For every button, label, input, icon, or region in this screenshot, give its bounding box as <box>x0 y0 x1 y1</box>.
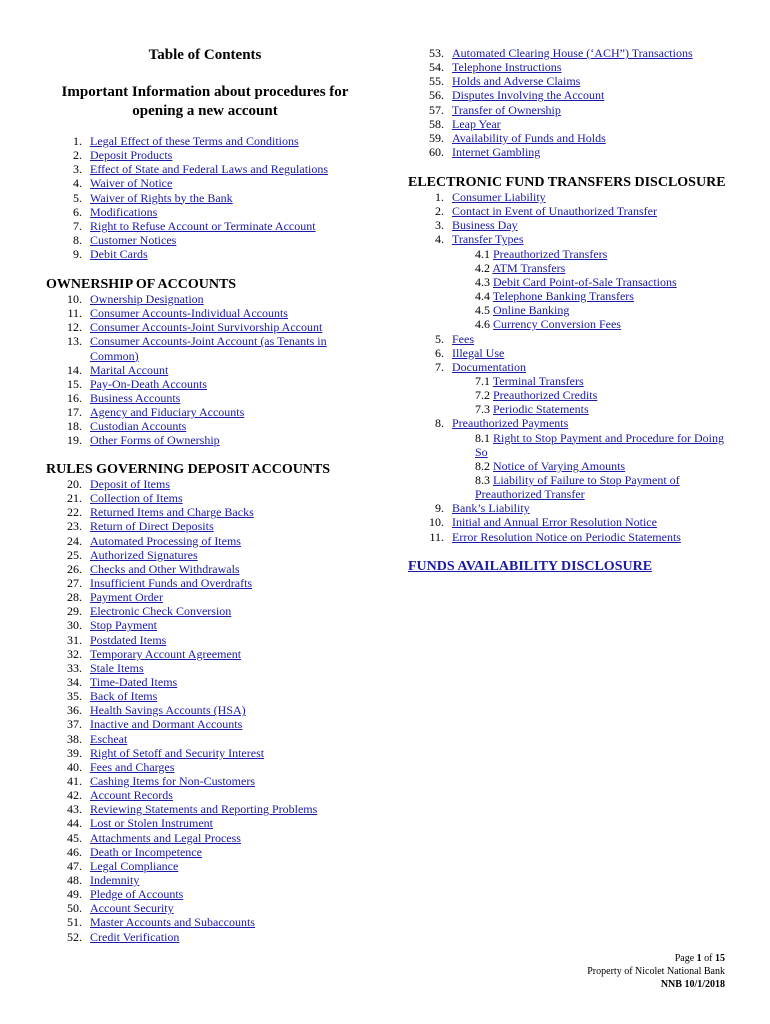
toc-item-number: 56. <box>429 88 444 103</box>
toc-item-number: 11. <box>67 306 82 321</box>
toc-item-link[interactable]: Disputes Involving the Account <box>452 88 605 103</box>
toc-item <box>73 232 370 247</box>
toc-subitem-number: 7.1 <box>475 373 493 388</box>
toc-item-link[interactable]: Indemnity <box>90 872 140 887</box>
toc-item-link[interactable]: Consumer Accounts-Joint Account (as Tenants in Common) <box>90 334 327 363</box>
toc-item-number: 33. <box>67 660 82 675</box>
toc-subitem-number: 8.3 <box>475 472 493 487</box>
toc-item-link[interactable]: Effect of State and Federal Laws and Regulations <box>90 162 329 177</box>
toc-item-number: 18. <box>67 419 82 434</box>
rules-list <box>67 477 370 944</box>
toc-subitem <box>475 388 745 402</box>
documentation-sublist <box>475 374 745 416</box>
toc-item-link[interactable]: Initial and Annual Error Resolution Notice <box>452 515 657 530</box>
toc-item <box>67 901 370 916</box>
toc-item-link[interactable]: Stop Payment <box>90 618 158 633</box>
transfer-types-sublist <box>475 247 745 332</box>
toc-item <box>435 331 752 346</box>
toc-item-number: 22. <box>67 505 82 520</box>
toc-item-link[interactable]: Temporary Account Agreement <box>90 646 242 661</box>
toc-item-link[interactable]: Inactive and Dormant Accounts <box>90 717 243 732</box>
toc-item-link[interactable]: Leap Year <box>452 116 501 131</box>
toc-title: Table of Contents <box>148 47 262 63</box>
toc-item-link[interactable]: Authorized Signatures <box>90 547 198 562</box>
toc-item-link[interactable]: Legal Compliance <box>90 858 179 873</box>
page-of: of <box>701 953 715 964</box>
toc-item <box>67 717 370 732</box>
toc-item-number: 6. <box>73 204 82 219</box>
toc-item-link[interactable]: Marital Account <box>90 362 169 377</box>
toc-item <box>429 116 752 131</box>
toc-item <box>67 575 370 590</box>
toc-item-number: 1. <box>73 134 82 148</box>
toc-item-link[interactable]: Time-Dated Items <box>90 674 178 689</box>
toc-subitem-number: 4.1 <box>475 246 493 261</box>
eft-heading: ELECTRONIC FUND TRANSFERS DISCLOSURE <box>408 175 726 190</box>
toc-item-number: 4. <box>435 232 444 247</box>
toc-item <box>67 391 340 406</box>
toc-item-link[interactable]: Escheat <box>90 731 128 746</box>
toc-item-number: 17. <box>67 405 82 420</box>
toc-subitem-link[interactable]: Debit Card Point-of-Sale Transactions <box>493 274 677 289</box>
ownership-heading: OWNERSHIP OF ACCOUNTS <box>46 277 237 292</box>
toc-item-link[interactable]: Return of Direct Deposits <box>90 519 214 534</box>
toc-item-number: 16. <box>67 391 82 406</box>
toc-item-link[interactable]: Collection of Items <box>90 491 183 506</box>
toc-item-link[interactable]: Custodian Accounts <box>90 419 187 434</box>
toc-item <box>67 830 370 845</box>
toc-item-link[interactable]: Automated Processing of Items <box>90 533 241 548</box>
toc-item-link[interactable]: Returned Items and Charge Backs <box>90 505 254 520</box>
toc-item-link[interactable]: Cashing Items for Non-Customers <box>90 773 255 788</box>
toc-subitem-link[interactable]: ATM Transfers <box>492 260 566 275</box>
toc-item-number: 57. <box>429 102 444 117</box>
toc-item <box>73 218 370 233</box>
toc-item-link[interactable]: Automated Clearing House (‘ACH”) Transactions <box>452 46 693 60</box>
toc-item <box>435 501 752 516</box>
rules-heading: RULES GOVERNING DEPOSIT ACCOUNTS <box>46 462 331 477</box>
continued-list <box>429 46 752 159</box>
toc-item <box>67 362 340 377</box>
toc-item-link[interactable]: Ownership Designation <box>90 292 204 306</box>
toc-item-number: 21. <box>67 491 82 506</box>
toc-item-number: 52. <box>67 929 82 944</box>
toc-item <box>67 632 370 647</box>
toc-item-number: 23. <box>67 519 82 534</box>
toc-item <box>67 320 340 335</box>
toc-item <box>67 306 340 321</box>
toc-item-link[interactable]: Postdated Items <box>90 632 167 647</box>
toc-item-link[interactable]: Availability of Funds and Holds <box>452 130 606 145</box>
toc-item <box>67 334 340 363</box>
toc-subitem-link[interactable]: Preauthorized Credits <box>493 388 598 403</box>
toc-subitem <box>475 261 745 275</box>
toc-subitem-number: 4.3 <box>475 274 493 289</box>
toc-item <box>73 204 370 219</box>
toc-item-link[interactable]: Consumer Liability <box>452 190 546 204</box>
toc-item-number: 47. <box>67 858 82 873</box>
toc-item <box>67 660 370 675</box>
toc-item-number: 20. <box>67 477 82 491</box>
toc-item-number: 9. <box>73 247 82 262</box>
toc-item-number: 8. <box>73 232 82 247</box>
toc-item-link[interactable]: Right of Setoff and Security Interest <box>90 745 265 760</box>
toc-item-link[interactable]: Lost or Stolen Instrument <box>90 816 213 831</box>
toc-item <box>67 915 370 930</box>
toc-item <box>429 515 752 530</box>
toc-subitem-link[interactable]: Currency Conversion Fees <box>493 317 621 332</box>
toc-item-link[interactable]: Death or Incompetence <box>90 844 202 859</box>
toc-item-number: 49. <box>67 887 82 902</box>
toc-item-number: 1. <box>435 190 444 204</box>
ownership-list <box>67 292 340 448</box>
toc-item-number: 28. <box>67 590 82 605</box>
toc-item <box>67 872 370 887</box>
toc-item-number: 42. <box>67 788 82 803</box>
toc-item <box>67 561 370 576</box>
toc-item-number: 2. <box>73 148 82 163</box>
toc-subitem-link[interactable]: Terminal Transfers <box>492 373 584 388</box>
toc-item <box>67 477 370 491</box>
toc-item <box>67 816 370 831</box>
toc-item-number: 45. <box>67 830 82 845</box>
toc-item-number: 44. <box>67 816 82 831</box>
toc-item <box>67 376 340 391</box>
toc-item-link[interactable]: Electronic Check Conversion <box>90 604 232 619</box>
toc-item-number: 38. <box>67 731 82 746</box>
toc-item-number: 31. <box>67 632 82 647</box>
toc-item-number: 8. <box>435 416 444 431</box>
toc-item-link[interactable]: Attachments and Legal Process <box>90 830 241 845</box>
toc-subitem-link[interactable]: Notice of Varying Amounts <box>493 458 626 473</box>
toc-item <box>435 218 752 233</box>
toc-item <box>435 359 752 374</box>
toc-item <box>429 144 752 159</box>
toc-item <box>67 533 370 548</box>
toc-item-link[interactable]: Insufficient Funds and Overdrafts <box>90 575 253 590</box>
toc-item <box>67 703 370 718</box>
page-number <box>587 952 725 965</box>
toc-item-link[interactable]: Pledge of Accounts <box>90 887 184 902</box>
toc-item-link[interactable]: Legal Effect of these Terms and Conditions <box>90 134 299 148</box>
toc-subitem-number: 8.1 <box>475 430 493 445</box>
toc-item-link[interactable]: Master Accounts and Subaccounts <box>90 915 255 930</box>
toc-item-number: 27. <box>67 575 82 590</box>
toc-item <box>67 745 370 760</box>
toc-item-number: 39. <box>67 745 82 760</box>
toc-item-number: 26. <box>67 561 82 576</box>
toc-item-number: 46. <box>67 844 82 859</box>
toc-item <box>67 788 370 803</box>
toc-item <box>435 204 752 219</box>
toc-subtitle <box>40 83 370 121</box>
toc-subitem-link[interactable]: Telephone Banking Transfers <box>492 289 634 304</box>
toc-item <box>67 887 370 902</box>
preauth-sublist <box>475 431 727 502</box>
toc-subtitle-line2: opening a new account <box>132 103 278 119</box>
toc-item-number: 7. <box>73 218 82 233</box>
toc-subitem-link[interactable]: Right to Stop Payment and Procedure for Doing So <box>475 430 724 459</box>
toc-item-link[interactable]: Documentation <box>452 359 526 374</box>
toc-item-link[interactable]: Modifications <box>90 204 158 219</box>
toc-item <box>429 74 752 89</box>
toc-item-number: 37. <box>67 717 82 732</box>
toc-item-link[interactable]: Transfer Types <box>452 232 524 247</box>
toc-item <box>67 689 370 704</box>
toc-item-number: 13. <box>67 334 82 349</box>
toc-item-number: 51. <box>67 915 82 930</box>
toc-item-number: 58. <box>429 116 444 131</box>
toc-item-link[interactable]: Deposit Products <box>90 148 173 163</box>
toc-item <box>67 433 340 448</box>
toc-item-link[interactable]: Deposit of Items <box>90 477 170 491</box>
toc-item-number: 54. <box>429 60 444 75</box>
toc-item-number: 59. <box>429 130 444 145</box>
toc-item-number: 35. <box>67 689 82 704</box>
eft-list-b <box>435 331 752 374</box>
toc-item-number: 4. <box>73 176 82 191</box>
toc-item-number: 14. <box>67 362 82 377</box>
toc-item <box>429 102 752 117</box>
toc-item <box>67 618 370 633</box>
toc-item-number: 48. <box>67 872 82 887</box>
toc-item-number: 30. <box>67 618 82 633</box>
toc-item-link[interactable]: Bank’s Liability <box>452 501 530 516</box>
eft-list-c <box>435 416 752 431</box>
toc-item-number: 12. <box>67 320 82 335</box>
toc-item-link[interactable]: Consumer Accounts-Individual Accounts <box>90 306 288 321</box>
toc-item-number: 41. <box>67 773 82 788</box>
toc-item <box>67 646 370 661</box>
page-current: 1 <box>696 953 702 964</box>
property-line: Property of Nicolet National Bank <box>587 966 725 977</box>
toc-item-number: 55. <box>429 74 444 89</box>
toc-item-link[interactable]: Holds and Adverse Claims <box>452 74 581 89</box>
toc-item <box>67 844 370 859</box>
toc-item <box>435 416 752 431</box>
toc-item-link[interactable]: Business Day <box>452 218 518 233</box>
toc-item <box>429 130 752 145</box>
toc-item-link[interactable]: Account Security <box>90 901 174 916</box>
toc-subitem-link[interactable]: Online Banking <box>493 303 570 318</box>
toc-item <box>429 60 752 75</box>
toc-item <box>67 292 340 306</box>
toc-item-link[interactable]: Preauthorized Payments <box>452 416 569 431</box>
toc-item-number: 43. <box>67 802 82 817</box>
toc-item-link[interactable]: Other Forms of Ownership <box>90 433 220 448</box>
toc-item-number: 50. <box>67 901 82 916</box>
toc-item <box>67 731 370 746</box>
funds-availability-link[interactable]: FUNDS AVAILABILITY DISCLOSURE <box>408 559 653 574</box>
toc-subitem-number: 4.5 <box>475 303 493 318</box>
toc-subitem <box>475 402 745 416</box>
toc-item-number: 10. <box>67 292 82 306</box>
toc-item-link[interactable]: Right to Refuse Account or Terminate Account <box>90 218 316 233</box>
toc-item-number: 40. <box>67 759 82 774</box>
toc-item <box>435 345 752 360</box>
toc-item <box>67 491 370 506</box>
toc-subitem <box>475 247 745 261</box>
toc-item-number: 15. <box>67 376 82 391</box>
toc-subitem <box>475 303 745 317</box>
toc-item-number: 10. <box>429 515 444 530</box>
toc-item-number: 5. <box>435 331 444 346</box>
toc-subitem-number: 4.2 <box>475 260 493 275</box>
toc-item <box>435 190 752 204</box>
toc-item-number: 2. <box>435 204 444 219</box>
toc-item-link[interactable]: Agency and Fiduciary Accounts <box>90 405 245 420</box>
toc-subitem <box>475 275 745 289</box>
toc-item <box>67 519 370 534</box>
eft-list-d <box>429 501 752 544</box>
toc-item-link[interactable]: Credit Verification <box>90 929 180 944</box>
toc-item-link[interactable]: Back of Items <box>90 689 158 704</box>
toc-item-link[interactable]: Health Savings Accounts (HSA) <box>90 703 246 718</box>
toc-item <box>429 46 752 60</box>
toc-item-link[interactable]: Contact in Event of Unauthorized Transfer <box>452 204 657 219</box>
toc-item-link[interactable]: Checks and Other Withdrawals <box>90 561 240 576</box>
toc-subitem-link[interactable]: Periodic Statements <box>493 402 589 417</box>
toc-item-link[interactable]: Business Accounts <box>90 391 181 406</box>
toc-item <box>67 590 370 605</box>
toc-item <box>67 858 370 873</box>
toc-subitem <box>475 374 745 388</box>
toc-item-link[interactable]: Error Resolution Notice on Periodic Statements <box>452 529 681 544</box>
toc-item-number: 25. <box>67 547 82 562</box>
toc-item-link[interactable]: Account Records <box>90 788 173 803</box>
toc-item <box>429 88 752 103</box>
toc-item-link[interactable]: Transfer of Ownership <box>452 102 561 117</box>
page-prefix: Page <box>674 953 697 964</box>
toc-item <box>67 773 370 788</box>
toc-item-number: 34. <box>67 674 82 689</box>
toc-item-number: 3. <box>73 162 82 177</box>
toc-item <box>67 405 340 420</box>
toc-item-number: 3. <box>435 218 444 233</box>
toc-item-link[interactable]: Debit Cards <box>90 247 148 262</box>
toc-item-number: 24. <box>67 533 82 548</box>
document-code: NNB 10/1/2018 <box>660 979 725 990</box>
toc-item-link[interactable]: Fees <box>452 331 474 346</box>
toc-item-number: 29. <box>67 604 82 619</box>
toc-subitem-number: 7.2 <box>475 388 493 403</box>
page-footer <box>587 952 725 991</box>
toc-item <box>67 674 370 689</box>
intro-list <box>73 134 370 262</box>
toc-item <box>73 190 370 205</box>
toc-item <box>67 604 370 619</box>
toc-item-number: 7. <box>435 359 444 374</box>
toc-item-number: 60. <box>429 144 444 159</box>
toc-item-link[interactable]: Reviewing Statements and Reporting Problems <box>90 802 318 817</box>
toc-subitem <box>475 473 727 501</box>
toc-item-link[interactable]: Waiver of Rights by the Bank <box>90 190 233 205</box>
toc-item-link[interactable]: Internet Gambling <box>452 144 541 159</box>
toc-item-link[interactable]: Illegal Use <box>452 345 505 360</box>
toc-item <box>73 176 370 191</box>
toc-item <box>67 929 370 944</box>
toc-item <box>73 162 370 177</box>
toc-item-number: 32. <box>67 646 82 661</box>
toc-subitem <box>475 317 745 331</box>
toc-item-number: 5. <box>73 190 82 205</box>
toc-item <box>67 547 370 562</box>
toc-item-number: 6. <box>435 345 444 360</box>
toc-item-number: 36. <box>67 703 82 718</box>
toc-item <box>435 232 752 247</box>
toc-subitem-number: 8.2 <box>475 458 493 473</box>
toc-item-link[interactable]: Consumer Accounts-Joint Survivorship Account <box>90 320 323 335</box>
toc-item-link[interactable]: Telephone Instructions <box>452 60 562 75</box>
toc-item-number: 19. <box>67 433 82 448</box>
toc-subitem <box>475 431 727 459</box>
toc-item <box>429 529 752 544</box>
toc-subitem-number: 7.3 <box>475 402 493 417</box>
toc-subitem-link[interactable]: Preauthorized Transfers <box>493 246 608 261</box>
toc-item-link[interactable]: Customer Notices <box>90 232 177 247</box>
toc-item <box>67 802 370 817</box>
toc-item <box>73 148 370 163</box>
toc-item <box>67 505 370 520</box>
toc-item-link[interactable]: Stale Items <box>90 660 144 675</box>
toc-item <box>67 759 370 774</box>
toc-item-link[interactable]: Pay-On-Death Accounts <box>90 376 207 391</box>
toc-item-number: 11. <box>429 529 444 544</box>
toc-item-number: 9. <box>435 501 444 516</box>
toc-subitem-link[interactable]: Liability of Failure to Stop Payment of Preauthorized Transfer <box>475 472 680 502</box>
eft-list-a <box>435 190 752 247</box>
toc-subtitle-line1: Important Information about procedures for <box>61 84 349 100</box>
toc-item <box>67 419 340 434</box>
toc-subitem-number: 4.6 <box>475 317 493 332</box>
toc-subitem <box>475 289 745 303</box>
toc-item-number: 53. <box>429 46 444 60</box>
toc-item-link[interactable]: Payment Order <box>90 590 163 605</box>
toc-item-link[interactable]: Waiver of Notice <box>90 176 173 191</box>
toc-item-link[interactable]: Fees and Charges <box>90 759 175 774</box>
toc-item <box>73 247 370 262</box>
page-total: 15 <box>715 953 725 964</box>
toc-subitem-number: 4.4 <box>475 289 493 304</box>
toc-item <box>73 134 370 148</box>
toc-subitem <box>475 459 727 473</box>
